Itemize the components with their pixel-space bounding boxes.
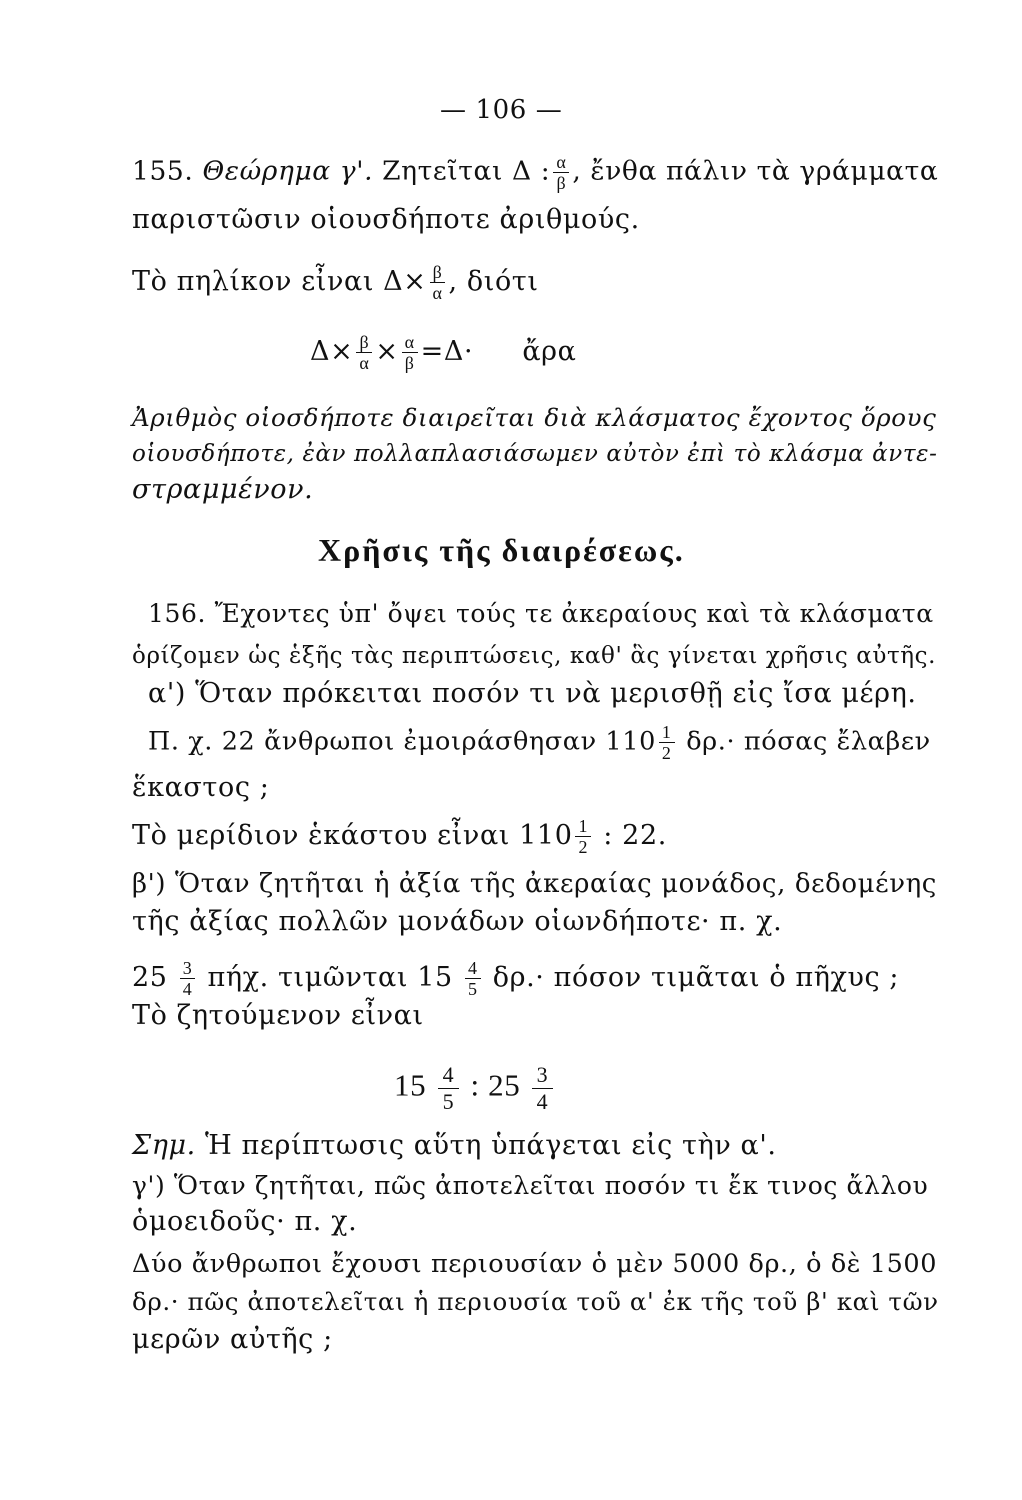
example-1-question: ἕκαστος ;	[132, 772, 270, 803]
rule-line-1: Ἀριθμὸς οἱοσδήποτε διαιρεῖται διὰ κλάσματος ἔχοντος ὅρους	[132, 403, 937, 432]
theorem-equation: Δ× $\frac{\beta}{\alpha}$ × $\frac{\alpha}{\beta}$ =Δ· ἄρα	[310, 332, 577, 373]
case-b-line-1: β') Ὅταν ζητῆται ἡ ἀξία τῆς ἀκεραίας μονάδος, δεδομένης	[132, 869, 937, 899]
s156-line-1: 156. Ἔχοντες ὑπ' ὄψει τούς τε ἀκεραίους καὶ τὰ κλάσματα	[148, 599, 934, 628]
example-1-solution: Τὸ μερίδιον ἑκάστου εἶναι 110 $\frac{1}{2}$ : 22.	[132, 816, 667, 857]
rule-line-3: στραμμένον.	[132, 474, 314, 505]
rule-line-2: οἱουσδήποτε, ἐὰν πολλαπλασιάσωμεν αὐτὸν ἐπὶ τὸ κλάσμα ἀντε-	[132, 441, 938, 467]
theorem-line-1: 155. Θεώρημα γ'. Ζητεῖται Δ : $\frac{\alpha}{\beta}$ , ἔνθα πάλιν τὰ γράμματα	[132, 152, 939, 193]
case-c-line-2: ὁμοειδοῦς· π. χ.	[132, 1206, 358, 1237]
case-c-line-4: δρ.· πῶς ἀποτελεῖται ἡ περιουσία τοῦ α' ἐκ τῆς τοῦ β' καὶ τῶν	[132, 1287, 939, 1316]
page-number: — 106 —	[440, 95, 563, 125]
quotient-line: Τὸ πηλίκον εἶναι Δ× $\frac{\beta}{\alpha}$ , διότι	[132, 262, 539, 303]
case-a: α') Ὅταν πρόκειται ποσόν τι νὰ μερισθῇ εἰς ἴσα μέρη.	[148, 678, 917, 709]
fraction-alpha-over-beta: $\frac{\alpha}{\beta}$	[553, 152, 569, 193]
eq-fraction-1: $\frac{\beta}{\alpha}$	[356, 332, 372, 373]
example-2-equation: 15 $\frac{4}{5}$ : 25 $\frac{3}{4}$	[394, 1062, 556, 1115]
note: Σημ. Ἡ περίπτωσις αὕτη ὑπάγεται εἰς τὴν α'.	[132, 1130, 777, 1161]
case-c-line-3: Δύο ἄνθρωποι ἔχουσι περιουσίαν ὁ μὲν 5000 δρ., ὁ δὲ 1500	[132, 1249, 938, 1279]
fraction-four-fifths: $\frac{4}{5}$	[465, 958, 481, 999]
fraction-one-half-2: $\frac{1}{2}$	[575, 816, 591, 857]
eq2-fraction-2: $\frac{3}{4}$	[532, 1062, 554, 1115]
s156-line-2: ὁρίζομεν ὡς ἑξῆς τὰς περιπτώσεις, καθ' ἃς γίνεται χρῆσις αὐτῆς.	[132, 643, 937, 669]
case-c-line-1: γ') Ὅταν ζητῆται, πῶς ἀποτελεῖται ποσόν τι ἔκ τινος ἄλλου	[132, 1171, 929, 1200]
eq-fraction-2: $\frac{\alpha}{\beta}$	[402, 332, 418, 373]
section-heading: Χρῆσις τῆς διαιρέσεως.	[318, 532, 685, 568]
fraction-one-half: $\frac{1}{2}$	[659, 722, 675, 763]
example-2: 25 $\frac{3}{4}$ πήχ. τιμῶνται 15 $\frac{4}{5}$ δρ.· πόσον τιμᾶται ὁ πῆχυς ;	[132, 958, 900, 999]
example-1: Π. χ. 22 ἄνθρωποι ἐμοιράσθησαν 110 $\frac{1}{2}$ δρ.· πόσας ἔλαβεν	[148, 722, 931, 763]
ara-word: ἄρα	[522, 336, 577, 367]
section-number-155: 155.	[132, 155, 194, 187]
case-b-line-2: τῆς ἀξίας πολλῶν μονάδων οἱωνδήποτε· π. χ.	[132, 906, 783, 937]
example-2-solution: Τὸ ζητούμενον εἶναι	[132, 1000, 424, 1031]
case-c-line-5: μερῶν αὐτῆς ;	[132, 1324, 333, 1355]
eq2-fraction-1: $\frac{4}{5}$	[438, 1062, 460, 1115]
fraction-three-quarters: $\frac{3}{4}$	[180, 958, 196, 999]
fraction-beta-over-alpha: $\frac{\beta}{\alpha}$	[430, 262, 446, 303]
theorem-line-2: παριστῶσιν οἱουσδήποτε ἀριθμούς.	[132, 204, 640, 235]
theorem-title: Θεώρημα γ'.	[202, 155, 374, 187]
theorem-statement: Ζητεῖται Δ :	[382, 155, 551, 187]
